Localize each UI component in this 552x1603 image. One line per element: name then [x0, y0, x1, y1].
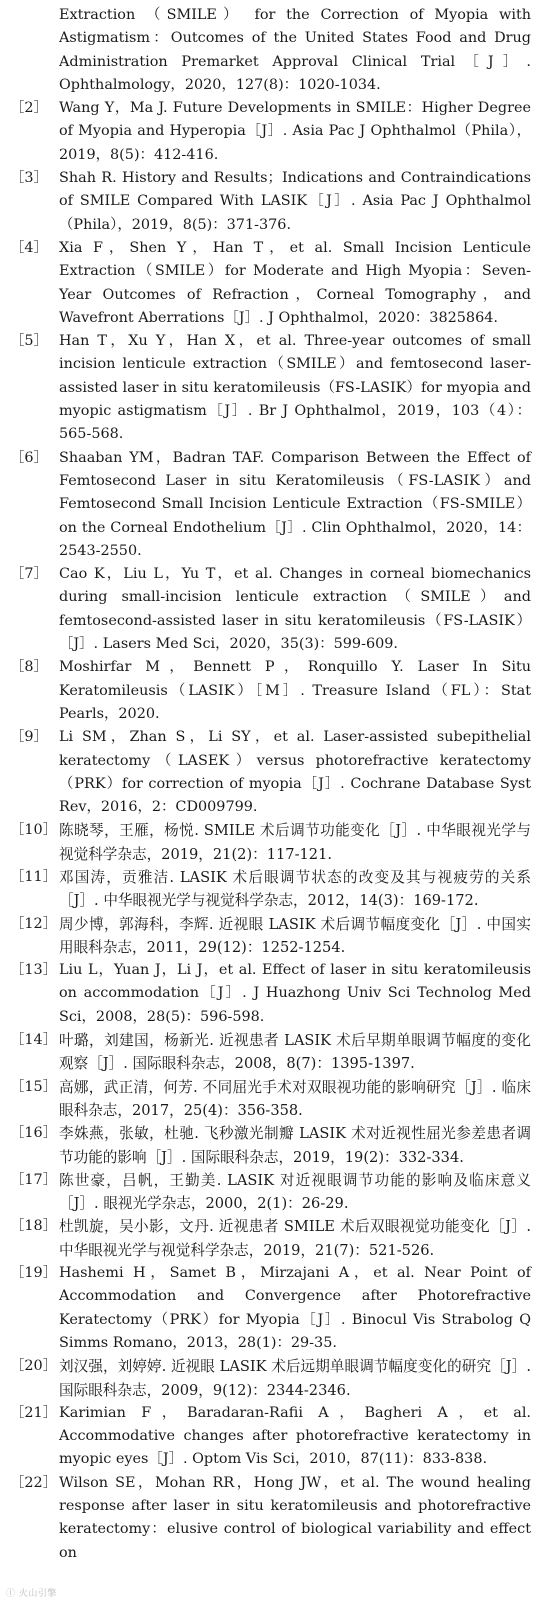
reference-item: [0, 1215, 552, 1262]
reference-number: ［14］: [10, 1032, 58, 1049]
reference-number: ［11］: [10, 868, 58, 885]
reference-item: [0, 1076, 552, 1123]
reference-number: ［7］: [10, 566, 48, 583]
reference-number: ［5］: [10, 333, 48, 350]
reference-text: Cao K，Liu L，Yu T，et al. Changes in corneal biomechanics during small-incision lenticule extraction（SMILE）and femtosecond-assisted laser in situ keratomileusis（FS-LASIK）［J］. Lasers Med Sci，2020，35(3)：599-609.: [59, 566, 531, 653]
reference-number: ［21］: [10, 1404, 58, 1421]
reference-item: [0, 959, 552, 1029]
reference-text: 杜凯旋，吴小影，文丹. 近视患者 SMILE 术后双眼视觉功能变化［J］. 中华眼视光学与视觉科学杂志，2019，21(7)：521-526.: [59, 1218, 531, 1259]
reference-text: 陈世豪，吕帆，王勤美. LASIK 对近视眼调节功能的影响及临床意义［J］. 眼视光学杂志，2000，2(1)：26-29.: [59, 1171, 531, 1213]
reference-text: Hashemi H，Samet B，Mirzajani A，et al. Near Point of Accommodation and Convergence after Photorefractive Keratectomy（PRK）for Myopia［J］. Binocul Vis Strabolog Q Simms Romano，2013，28(1)：29-35.: [59, 1265, 531, 1351]
reference-text: Karimian F，Baradaran-Rafii A，Bagheri A，et al. Accommodative changes after photorefractive keratectomy in myopic eyes［J］. Optom Vis Sci，2010，87(11)：833-838.: [59, 1404, 531, 1468]
reference-number: ［6］: [10, 449, 48, 466]
reference-item: [0, 1122, 552, 1169]
reference-text: 叶璐，刘建国，杨新光. 近视患者 LASIK 术后早期单眼调节幅度的变化观察［J］. 国际眼科杂志，2008，8(7)：1395-1397.: [59, 1032, 531, 1073]
reference-text: Wilson SE，Mohan RR，Hong JW，et al. The wound healing response after laser in situ keratomileusis and photorefractive keratectomy：elusive control of biological variability and effect on: [59, 1474, 531, 1561]
reference-number: ［9］: [10, 729, 48, 746]
reference-number: ［17］: [10, 1171, 58, 1188]
reference-number: ［2］: [10, 100, 48, 117]
reference-text: Han T，Xu Y，Han X，et al. Three-year outcomes of small incision lenticule extraction（SMILE）and femtosecond laser-assisted laser in situ keratomileusis（FS-LASIK）for myopia and myopic astigmatism［J］. Br J Ophthalmol，2019，103（4）：565-568.: [59, 333, 531, 443]
reference-item: [0, 447, 552, 563]
reference-item: [0, 97, 552, 167]
reference-item: [0, 1169, 552, 1216]
reference-item: [0, 330, 552, 446]
reference-number: ［8］: [10, 659, 48, 676]
reference-text: Liu L，Yuan J，Li J，et al. Effect of laser in situ keratomileusis on accommodation［J］. J Huazhong Univ Sci Technolog Med Sci，2008，28(5)：596-598.: [59, 962, 531, 1025]
reference-item: [0, 4, 552, 97]
reference-number: ［19］: [10, 1265, 58, 1282]
reference-number: ［3］: [10, 170, 48, 187]
reference-text: 李姝燕，张敏，杜驰. 飞秒激光制瓣 LASIK 术对近视性屈光参差患者调节功能的影响［J］. 国际眼科杂志，2019，19(2)：332-334.: [59, 1125, 531, 1166]
reference-number: ［18］: [10, 1218, 58, 1235]
reference-item: [0, 1402, 552, 1472]
reference-number: ［4］: [10, 239, 48, 256]
reference-item: [0, 237, 552, 330]
reference-item: [0, 1472, 552, 1565]
reference-text: Shaaban YM，Badran TAF. Comparison Between the Effect of Femtosecond Laser in situ Keratomileusis（FS-LASIK）and Femtosecond Small Incision Lenticule Extraction（FS-SMILE）on the Corneal Endothelium［J］. Clin Ophthalmol，2020，14：2543-2550.: [59, 449, 531, 559]
reference-item: [0, 167, 552, 237]
reference-number: ［22］: [10, 1474, 58, 1491]
reference-number: ［16］: [10, 1125, 58, 1142]
reference-item: [0, 1262, 552, 1355]
reference-number: ［15］: [10, 1078, 58, 1095]
reference-item: [0, 563, 552, 656]
reference-text: 刘汉强，刘婷婷. 近视眼 LASIK 术后远期单眼调节幅度变化的研究［J］. 国际眼科杂志，2009，9(12)：2344-2346.: [59, 1358, 531, 1399]
reference-item: [0, 866, 552, 913]
reference-number: ［20］: [10, 1358, 58, 1375]
reference-item: [0, 819, 552, 866]
reference-text: 高娜，武正清，何芳. 不同屈光手术对双眼视功能的影响研究［J］. 临床眼科杂志，2017，25(4)：356-358.: [59, 1078, 531, 1119]
reference-text: 周少博，郭海科，李辉. 近视眼 LASIK 术后调节幅度变化［J］. 中国实用眼科杂志，2011，29(12)：1252-1254.: [59, 915, 531, 956]
reference-text: Xia F，Shen Y，Han T，et al. Small Incision Lenticule Extraction（SMILE）for Moderate and High Myopia：Seven-Year Outcomes of Refraction，Corneal Tomography，and Wavefront Aberrations［J］. J Ophthalmol，2020：3825864.: [59, 239, 531, 326]
reference-text: Wang Y，Ma J. Future Developments in SMILE：Higher Degree of Myopia and Hyperopia［J］. Asia Pac J Ophthalmol（Phila），2019，8(5)：412-416.: [59, 100, 531, 163]
reference-list: [0, 4, 552, 1565]
reference-text: 陈晓琴，王雁，杨悦. SMILE 术后调节功能变化［J］. 中华眼视光学与视觉科学杂志，2019，21(2)：117-121.: [59, 822, 531, 863]
reference-text: Extraction （SMILE） for the Correction of Myopia with Astigmatism：Outcomes of the United States Food and Drug Administration Premarket Approval Clinical Trial［J］. Ophthalmology，2020，127(8)：1020-1034.: [59, 7, 531, 93]
reference-item: [0, 726, 552, 819]
reference-item: [0, 656, 552, 726]
reference-number: ［13］: [10, 962, 58, 979]
reference-text: Moshirfar M，Bennett P，Ronquillo Y. Laser In Situ Keratomileusis（LASIK）［M］. Treasure Island（FL）：Stat Pearls，2020.: [59, 659, 531, 722]
reference-text: 邓国涛，贡雅洁. LASIK 术后眼调节状态的改变及其与视疲劳的关系［J］. 中华眼视光学与视觉科学杂志，2012，14(3)：169-172.: [59, 868, 531, 910]
reference-number: ［10］: [10, 822, 58, 839]
reference-item: [0, 1029, 552, 1076]
reference-number: [0, 4, 59, 97]
reference-item: [0, 913, 552, 960]
watermark: ⓛ 火山引擎: [6, 1589, 57, 1599]
reference-number: ［12］: [10, 915, 58, 932]
reference-text: Li SM，Zhan S，Li SY，et al. Laser-assisted subepithelial keratectomy（LASEK）versus photorefractive keratectomy（PRK）for correction of myopia［J］. Cochrane Database Syst Rev，2016，2：CD009799.: [59, 729, 531, 816]
reference-text: Shah R. History and Results；Indications and Contraindications of SMILE Compared With LASIK［J］. Asia Pac J Ophthalmol（Phila），2019，8(5)：371-376.: [59, 170, 531, 233]
reference-item: [0, 1355, 552, 1402]
